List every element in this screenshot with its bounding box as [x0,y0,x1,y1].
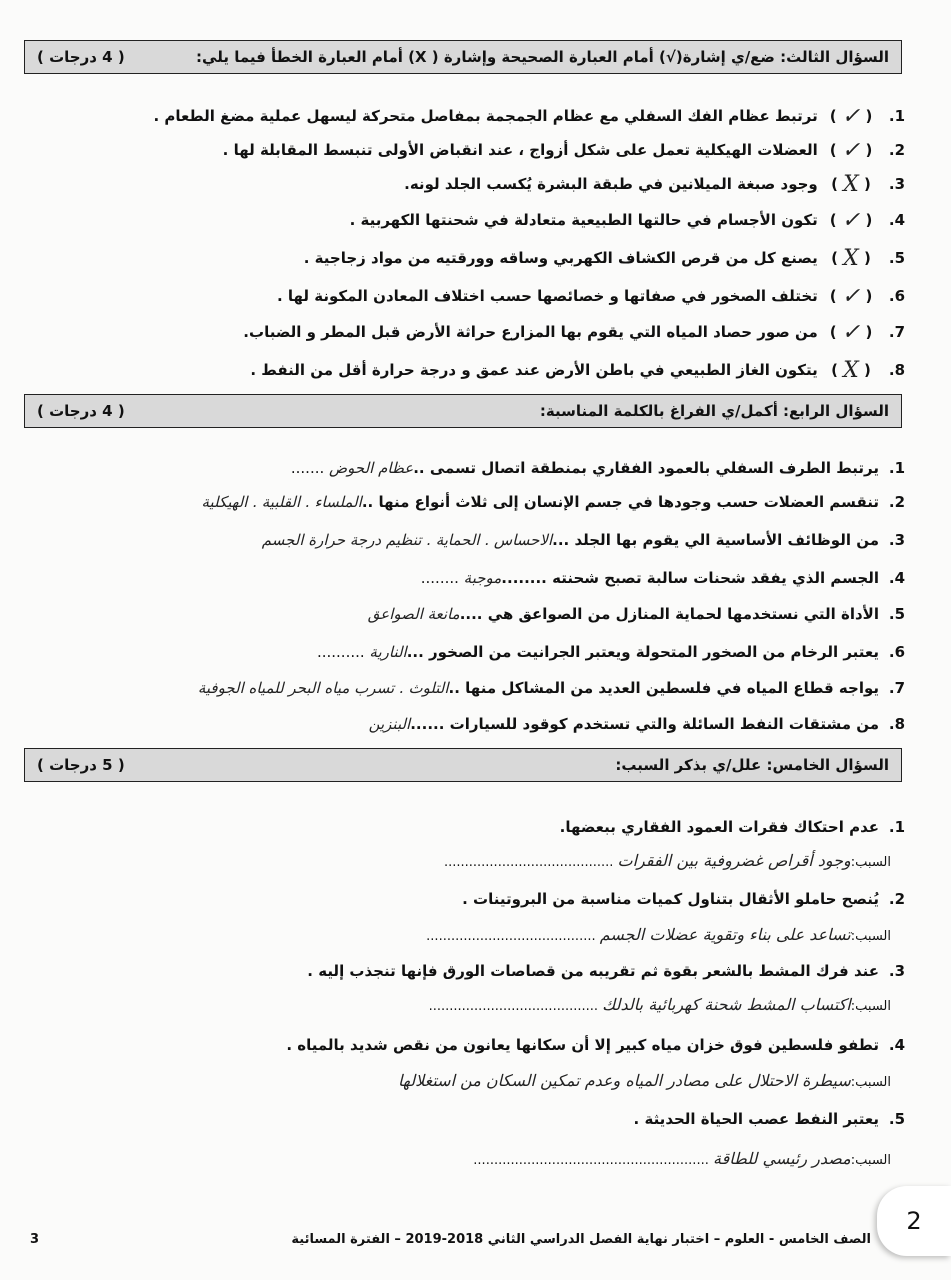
q3-item-1: 1.( ✓ ) ترتبط عظام الفك السفلي مع عظام الجمجمة بمفاصل متحركة ليسهل عملية مضغ الطعام . [30,100,905,132]
q4-item-text: يعتبر الرخام من الصخور المتحولة ويعتبر الجرانيت من الصخور ... [406,643,879,661]
reason-label: السبب: [850,999,891,1014]
q5-item-5-question [30,1104,905,1134]
q4-title: السؤال الرابع: أكمل/ي الفراغ بالكلمة المناسبة: [539,402,889,420]
q5-question-text: يعتبر النفط عصب الحياة الحديثة . [633,1110,879,1128]
q4-item-2 [30,486,905,518]
q5-marks: ( 5 درجات ) [37,756,125,774]
q5-item-number: 5. [888,1110,905,1128]
q4-handwritten-answer: الملساء . القلبية . الهيكلية [201,493,362,511]
q4-handwritten-answer: الاحساس . الحماية . تنظيم درجة حرارة الجسم [261,531,553,549]
q3-item-number: 7. [888,323,905,341]
page-footer [30,1224,871,1254]
q4-item-text: يواجه قطاع المياه في فلسطين العديد من المشاكل منها .. [448,679,879,697]
q3-item-4: 4.( ✓ ) تكون الأجسام في حالتها الطبيعية متعادلة في شحنتها الكهربية . [30,204,905,236]
q4-item-1 [30,452,905,484]
page-number: 3 [30,1231,40,1247]
q4-handwritten-answer: النارية [369,643,407,661]
q5-item-number: 3. [888,962,905,980]
q3-item-number: 3. [888,175,905,193]
reason-label: السبب: [850,1075,891,1090]
q4-item-8 [30,708,905,740]
q4-handwritten-answer: موجبة [463,569,502,587]
q4-item-text: يرتبط الطرف السفلي بالعمود الفقاري بمنطقة اتصال تسمى .. [413,459,879,477]
q3-item-text: وجود صبغة الميلانين في طبقة البشرة يُكسب الجلد لونه. [404,175,818,193]
q4-handwritten-answer: البنزين [368,715,411,733]
q5-item-3-reason: السبب:اكتساب المشط شحنة كهربائية بالدلك ......................................... [428,995,891,1014]
q5-question-text: عدم احتكاك فقرات العمود الفقاري ببعضها. [559,818,879,836]
q4-item-text: من مشتقات النفط السائلة والتي تستخدم كوقود للسيارات ...... [410,715,879,733]
check-mark-icon: ✓ [841,104,861,129]
q3-item-text: العضلات الهيكلية تعمل على شكل أزواج ، عند انقباض الأولى تنبسط المقابلة لها . [222,141,818,159]
q3-item-number: 1. [888,107,905,125]
q4-item-dots: ....... [290,459,330,477]
q4-item-text: تنقسم العضلات حسب وجودها في جسم الإنسان إلى ثلاث أنواع منها .. [361,493,879,511]
q5-item-3-question [30,956,905,986]
q4-item-6 [30,636,905,668]
q3-item-text: تختلف الصخور في صفاتها و خصائصها حسب اختلاف المعادن المكونة لها . [276,287,818,305]
q5-item-number: 1. [888,818,905,836]
q3-item-number: 6. [888,287,905,305]
q4-item-5 [30,598,905,630]
q4-handwritten-answer: التلوث . تسرب مياه البحر للمياه الجوفية [197,679,449,697]
q5-handwritten-answer: وجود أقراص غضروفية بين الفقرات [617,851,851,870]
q3-item-5: 5.( X ) يصنع كل من قرص الكشاف الكهربي وساقه وورقتيه من مواد زجاجية . [30,242,905,274]
q4-item-number: 5. [888,605,905,623]
q5-item-2-reason: السبب:تساعد على بناء وتقوية عضلات الجسم ......................................... [426,925,891,944]
q4-item-text: من الوظائف الأساسية الي يقوم بها الجلد ... [552,531,879,549]
q4-item-4 [30,562,905,594]
q4-item-text: الجسم الذي يفقد شحنات سالبة تصبح شحنته ........ [501,569,879,587]
q5-title: السؤال الخامس: علل/ي بذكر السبب: [615,756,889,774]
q4-item-text: الأداة التي نستخدمها لحماية المنازل من الصواعق هي .... [459,605,879,623]
q5-item-4-reason [30,1066,891,1096]
q4-item-number: 2. [888,493,905,511]
cross-mark-icon: X [843,172,859,197]
q5-question-text: يُنصح حاملو الأثقال بتناول كميات مناسبة من البروتينات . [462,890,879,908]
q4-item-3 [30,524,905,556]
q4-item-number: 4. [888,569,905,587]
q4-item-number: 1. [888,459,905,477]
q3-item-number: 2. [888,141,905,159]
q5-item-number: 2. [888,890,905,908]
q5-question-text: عند فرك المشط بالشعر بقوة ثم تقريبه من قصاصات الورق فإنها تنجذب إليه . [307,962,879,980]
reason-label: السبب: [850,1153,891,1168]
q4-item-number: 7. [888,679,905,697]
q5-item-1-reason: السبب:وجود أقراص غضروفية بين الفقرات ......................................... [443,851,891,870]
q4-handwritten-answer: عظام الحوض [329,459,414,477]
q4-item-number: 8. [888,715,905,733]
page-indicator-badge [877,1186,951,1256]
q3-item-text: تكون الأجسام في حالتها الطبيعية متعادلة في شحنتها الكهربية . [349,211,818,229]
check-mark-icon: ✓ [841,138,861,163]
q3-item-number: 4. [888,211,905,229]
q5-item-4-question [30,1030,905,1060]
q5-question-text: تطفو فلسطين فوق خزان مياه كبير إلا أن سكانها يعانون من نقص شديد بالمياه . [286,1036,879,1054]
q5-item-5-reason: السبب:مصدر رئيسي للطاقة ......................................................... [473,1149,891,1168]
q4-header [24,394,902,428]
page-indicator-number: 2 [906,1207,922,1235]
q3-item-3: 3.( X ) وجود صبغة الميلانين في طبقة البشرة يُكسب الجلد لونه. [30,168,905,200]
q5-handwritten-answer: سيطرة الاحتلال على مصادر المياه وعدم تمكين السكان من استغلالها [397,1071,851,1090]
q4-item-dots: .......... [316,643,370,661]
footer-text: الصف الخامس - العلوم – اختبار نهاية الفصل الدراسي الثاني 2018-2019 – الفترة المسائية [291,1231,871,1247]
cross-mark-icon: X [843,358,859,383]
q4-marks: ( 4 درجات ) [37,402,125,420]
q3-header [24,40,902,74]
q3-item-text: من صور حصاد المياه التي يقوم بها المزارع حراثة الأرض قبل المطر و الضباب. [243,323,818,341]
q4-item-dots: ........ [420,569,464,587]
check-mark-icon: ✓ [841,208,861,233]
q5-item-2-question [30,884,905,914]
q3-item-text: يتكون الغاز الطبيعي في باطن الأرض عند عمق و درجة حرارة أقل من النفط . [250,361,818,379]
q3-item-text: يصنع كل من قرص الكشاف الكهربي وساقه وورقتيه من مواد زجاجية . [303,249,818,267]
q4-handwritten-answer: مانعة الصواعق [367,605,460,623]
q5-handwritten-answer: تساعد على بناء وتقوية عضلات الجسم [599,925,851,944]
q5-handwritten-answer: مصدر رئيسي للطاقة [712,1149,851,1168]
cross-mark-icon: X [843,246,859,271]
q3-item-8: 8.( X ) يتكون الغاز الطبيعي في باطن الأرض عند عمق و درجة حرارة أقل من النفط . [30,354,905,386]
reason-label: السبب: [850,855,891,870]
q3-item-7: 7.( ✓ ) من صور حصاد المياه التي يقوم بها المزارع حراثة الأرض قبل المطر و الضباب. [30,316,905,348]
q3-title: السؤال الثالث: ضع/ي إشارة(√) أمام العبارة الصحيحة وإشارة ( X) أمام العبارة الخطأ فيما يلي: [196,48,889,66]
check-mark-icon: ✓ [841,284,861,309]
q3-marks: ( 4 درجات ) [37,48,125,66]
q3-item-6: 6.( ✓ ) تختلف الصخور في صفاتها و خصائصها حسب اختلاف المعادن المكونة لها . [30,280,905,312]
q3-item-number: 8. [888,361,905,379]
q5-header [24,748,902,782]
check-mark-icon: ✓ [841,320,861,345]
q5-item-1-question [30,812,905,842]
q4-item-7 [30,672,905,704]
q3-item-2: 2.( ✓ ) العضلات الهيكلية تعمل على شكل أزواج ، عند انقباض الأولى تنبسط المقابلة لها . [30,134,905,166]
q5-item-number: 4. [888,1036,905,1054]
q4-item-number: 6. [888,643,905,661]
q3-item-text: ترتبط عظام الفك السفلي مع عظام الجمجمة بمفاصل متحركة ليسهل عملية مضغ الطعام . [153,107,818,125]
q4-item-number: 3. [888,531,905,549]
reason-label: السبب: [850,929,891,944]
q5-handwritten-answer: اكتساب المشط شحنة كهربائية بالدلك [602,995,851,1014]
q3-item-number: 5. [888,249,905,267]
